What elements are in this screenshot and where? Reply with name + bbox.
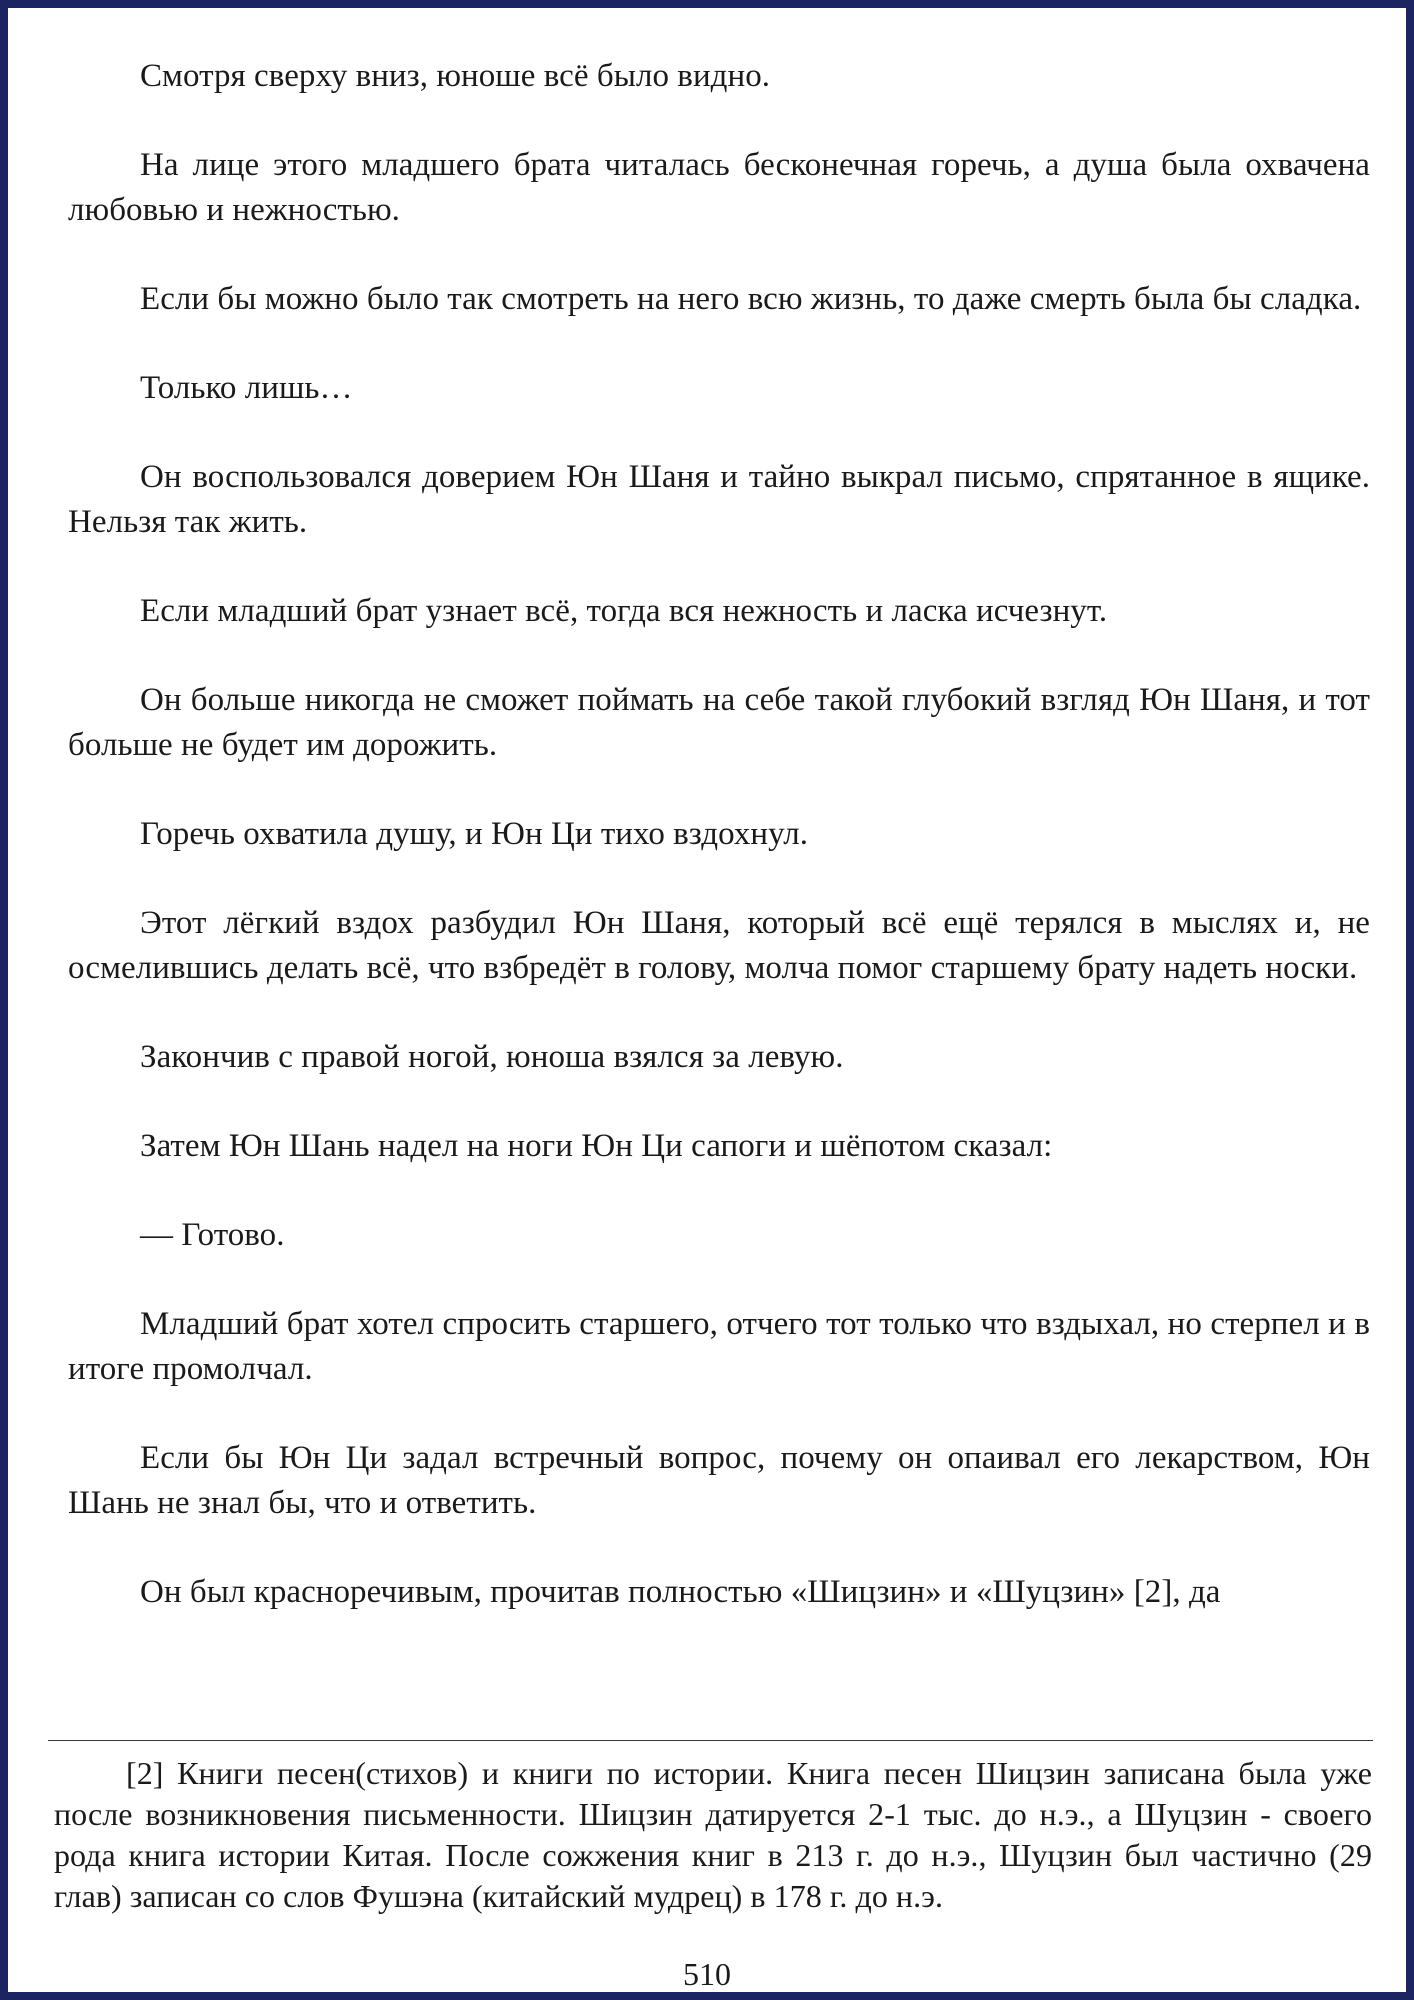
paragraph-10: Закончив с правой ногой, юноша взялся за левую. <box>140 1039 844 1075</box>
paragraph-12: — Готово. <box>140 1217 285 1253</box>
paragraph-3: Если бы можно было так смотреть на него всю жизнь, то даже смерть была бы сладка. <box>140 281 1362 317</box>
paragraph-11: Затем Юн Шань надел на ноги Юн Ци сапоги и шёпотом сказал: <box>140 1128 1053 1164</box>
paragraph-4: Только лишь… <box>140 370 353 406</box>
paragraph-15: Он был красноречивым, прочитав полностью «Шицзин» и «Шуцзин» [2], да <box>140 1574 1221 1610</box>
paragraph-7: Он больше никогда не сможет поймать на себе такой глубокий взгляд Юн Шаня, и тот больше не будет им дорожить. <box>68 682 1370 763</box>
main-text <box>68 54 1370 1615</box>
page-number: 510 <box>683 1956 731 1992</box>
paragraph-1: Смотря сверху вниз, юноше всё было видно. <box>140 58 771 94</box>
paragraph-8: Горечь охватила душу, и Юн Ци тихо вздохнул. <box>140 816 809 852</box>
footnote: [2] Книги песен(стихов) и книги по истории. Книга песен Шицзин записана была уже после возникновения письменности. Шицзин датируется 2-1 тыс. до н.э., а Шуцзин - своего рода книга истории Китая. После сожжения книг в 213 г. до н.э., Шуцзин был частично (29 глав) записан со слов Фушэна (китайский мудрец) в 178 г. до н.э. <box>54 1755 1372 1914</box>
paragraph-6: Если младший брат узнает всё, тогда вся нежность и ласка исчезнут. <box>140 593 1108 629</box>
paragraph-2: На лице этого младшего брата читалась бесконечная горечь, а душа была охвачена любовью и нежностью. <box>68 147 1370 228</box>
paragraph-9: Этот лёгкий вздох разбудил Юн Шаня, который всё ещё терялся в мыслях и, не осмелившись делать всё, что взбредёт в голову, молча помог старшему брату надеть носки. <box>68 905 1370 986</box>
footnote-divider <box>48 1740 1373 1741</box>
paragraph-13: Младший брат хотел спросить старшего, отчего тот только что вздыхал, но стерпел и в итоге промолчал. <box>68 1306 1370 1387</box>
paragraph-14: Если бы Юн Ци задал встречный вопрос, почему он опаивал его лекарством, Юн Шань не знал бы, что и ответить. <box>68 1440 1370 1521</box>
paragraph-5: Он воспользовался доверием Юн Шаня и тайно выкрал письмо, спрятанное в ящике. Нельзя так жить. <box>68 459 1370 540</box>
